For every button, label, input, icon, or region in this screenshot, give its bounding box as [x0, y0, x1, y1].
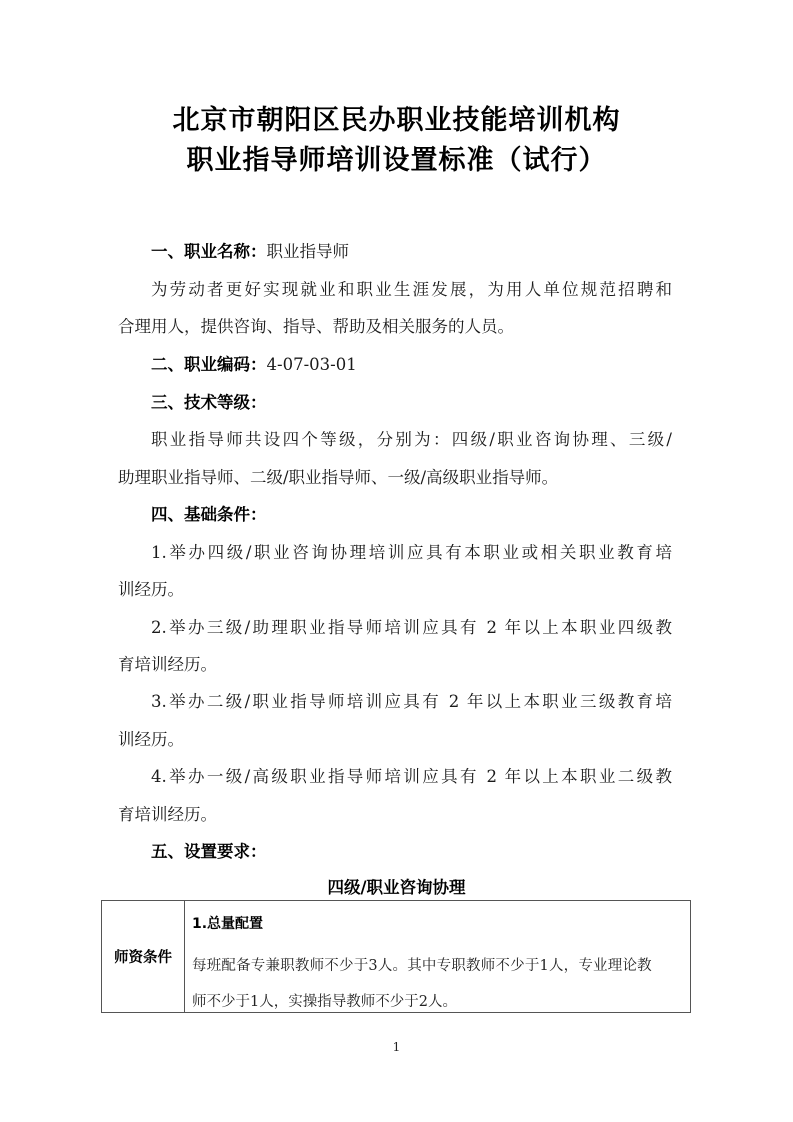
table-caption: 四级/职业咨询协理: [327, 878, 466, 897]
table-text-line: 每班配备专兼职教师不少于3人。其中专职教师不少于1人，专业理论教: [192, 958, 652, 974]
section-heading: 五、设置要求：: [151, 842, 267, 861]
section-occupation-code: [151, 353, 357, 377]
section-value: 职业指导师: [266, 242, 349, 261]
paragraph-line: 职业指导师共设四个等级，分别为：四级/职业咨询协理、三级/: [151, 430, 672, 449]
section-technical-levels: [151, 391, 267, 415]
condition-item-3-line-2: 训经历。: [118, 730, 184, 749]
requirements-table: [101, 900, 691, 1013]
section-heading: 三、技术等级：: [151, 393, 267, 412]
condition-item-4-line-1: 4.举办一级/高级职业指导师培训应具有 2 年以上本职业二级教: [151, 767, 672, 786]
document-title-line-2: 职业指导师培训设置标准（试行）: [186, 145, 607, 176]
paragraph-line: 为劳动者更好实现就业和职业生涯发展，为用人单位规范招聘和: [151, 280, 672, 299]
condition-item-2-line-1: 2.举办三级/助理职业指导师培训应具有 2 年以上本职业四级教: [151, 618, 672, 637]
condition-item-1-line-1: 1.举办四级/职业咨询协理培训应具有本职业或相关职业教育培: [151, 543, 672, 562]
section-heading: 二、职业编码：: [151, 355, 267, 374]
table-row-label: 师资条件: [102, 901, 185, 1012]
section-heading: 一、职业名称：: [151, 242, 267, 261]
section-value: 4-07-03-01: [266, 355, 357, 374]
section-basic-conditions: [151, 503, 267, 527]
condition-item-4-line-2: 育培训经历。: [118, 805, 217, 824]
document-title-line-1: 北京市朝阳区民办职业技能培训机构: [172, 105, 621, 136]
page-number: 1: [392, 1040, 401, 1054]
table-row-content: [185, 901, 690, 1012]
section-setup-requirements: [151, 840, 267, 864]
paragraph-line: 助理职业指导师、二级/职业指导师、一级/高级职业指导师。: [118, 468, 559, 487]
condition-item-1-line-2: 训经历。: [118, 580, 184, 599]
section-heading: 四、基础条件：: [151, 505, 267, 524]
table-subheading: 1.总量配置: [192, 916, 264, 932]
condition-item-3-line-1: 3.举办二级/职业指导师培训应具有 2 年以上本职业三级教育培: [151, 692, 672, 711]
section-occupation-name: [151, 240, 349, 264]
condition-item-2-line-2: 育培训经历。: [118, 655, 217, 674]
table-text-line: 师不少于1人，实操指导教师不少于2人。: [192, 994, 457, 1010]
paragraph-line: 合理用人，提供咨询、指导、帮助及相关服务的人员。: [118, 317, 514, 336]
